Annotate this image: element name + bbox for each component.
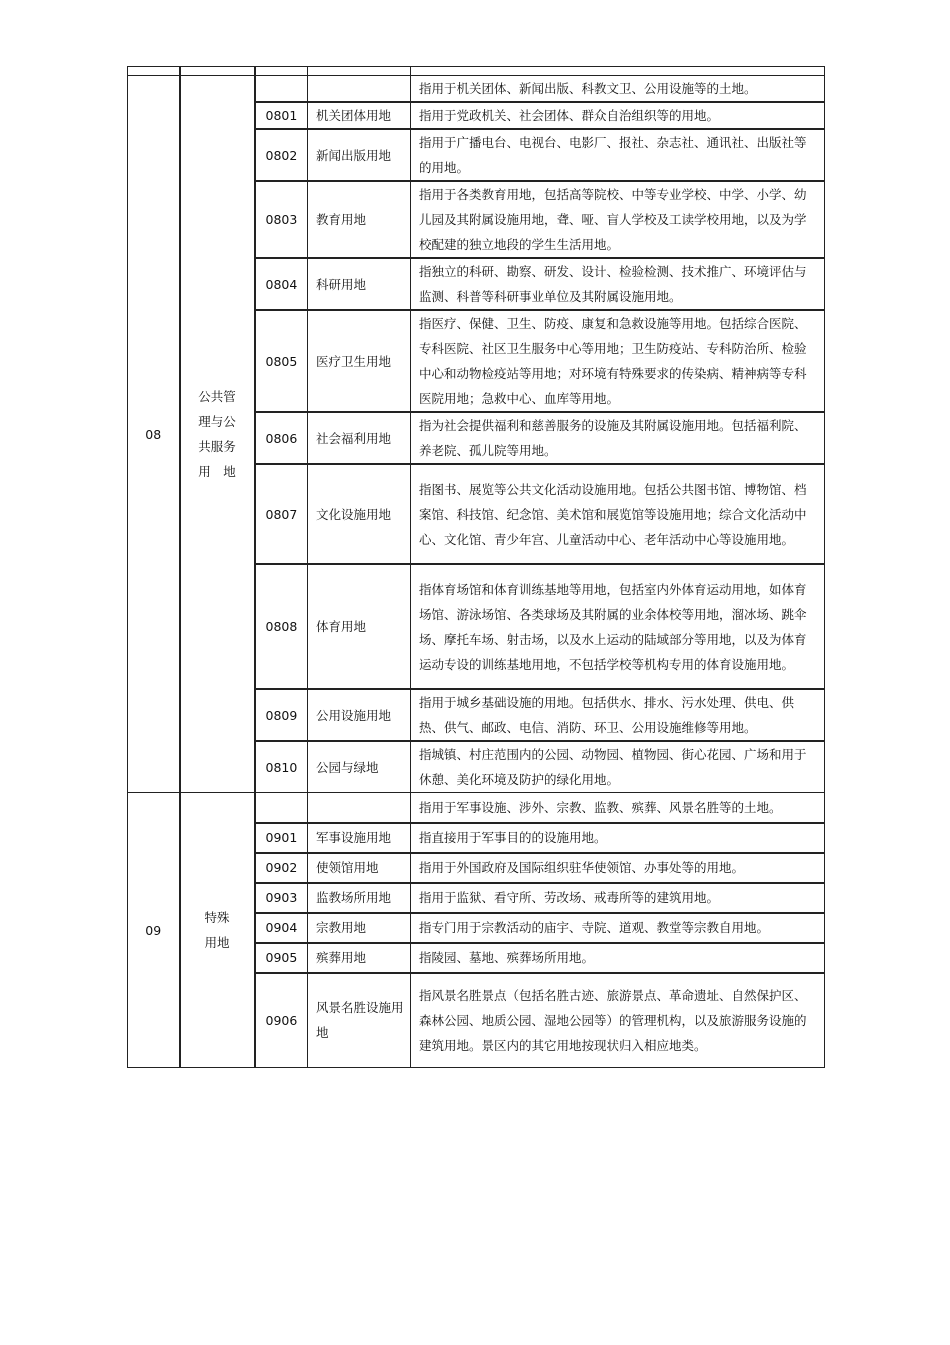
land-classification-table [127,66,825,1068]
class-description-cell: 指图书、展览等公共文化活动设施用地。包括公共图书馆、博物馆、档案馆、科技馆、纪念馆、美术馆和展览馆等设施用地；综合文化活动中心、文化馆、青少年宫、儿童活动中心、老年活动中心等设施用地。 [411,464,825,564]
group-name-line: 特殊 [204,910,230,925]
class-description-cell: 指风景名胜景点（包括名胜古迹、旅游景点、革命遗址、自然保护区、森林公园、地质公园、湿地公园等）的管理机构，以及旅游服务设施的建筑用地。景区内的其它用地按现状归入相应地类。 [411,973,825,1068]
class-code-cell: 0801 [255,102,308,129]
class-description-cell: 指城镇、村庄范围内的公园、动物园、植物园、街心花园、广场和用于休憩、美化环境及防护的绿化用地。 [411,741,825,793]
class-name-cell: 体育用地 [308,564,411,689]
group-name-line: 用地 [204,935,230,950]
class-code-cell: 0809 [255,689,308,741]
class-code-cell: 0902 [255,853,308,883]
class-description-cell: 指直接用于军事目的的设施用地。 [411,823,825,853]
class-description-cell: 指用于各类教育用地，包括高等院校、中等专业学校、中学、小学、幼儿园及其附属设施用地，聋、哑、盲人学校及工读学校用地，以及为学校配建的独立地段的学生生活用地。 [411,181,825,258]
class-name-cell: 殡葬用地 [308,943,411,973]
table-top-stub-row [128,67,825,76]
stub-cell [128,67,180,76]
class-code-cell: 0803 [255,181,308,258]
group-name-line: 理与公 [198,414,236,429]
group-name [204,905,229,955]
class-code-cell: 0802 [255,129,308,181]
class-description-cell: 指为社会提供福利和慈善服务的设施及其附属设施用地。包括福利院、养老院、孤儿院等用地。 [411,412,825,464]
class-description-cell: 指陵园、墓地、殡葬场所用地。 [411,943,825,973]
class-description-cell: 指独立的科研、勘察、研发、设计、检验检测、技术推广、环境评估与监测、科普等科研事业单位及其附属设施用地。 [411,258,825,310]
class-name-cell: 使领馆用地 [308,853,411,883]
class-code-cell [255,793,308,823]
class-name-cell [308,76,411,103]
class-code-cell: 0806 [255,412,308,464]
group-name-cell [180,76,255,793]
class-name-cell: 公园与绿地 [308,741,411,793]
class-description-cell: 指专门用于宗教活动的庙宇、寺院、道观、教堂等宗教自用地。 [411,913,825,943]
class-name-cell: 公用设施用地 [308,689,411,741]
class-code-cell: 0901 [255,823,308,853]
group-name-cell [180,793,255,1068]
class-description-cell: 指用于军事设施、涉外、宗教、监教、殡葬、风景名胜等的土地。 [411,793,825,823]
class-name-cell [308,793,411,823]
class-code-cell: 0804 [255,258,308,310]
group-name [198,384,236,484]
table-row [128,793,825,823]
group-code-cell: 08 [128,76,180,793]
stub-cell [255,67,308,76]
class-code-cell: 0810 [255,741,308,793]
class-code-cell: 0808 [255,564,308,689]
class-name-cell: 监教场所用地 [308,883,411,913]
group-name-line: 共服务 [198,439,236,454]
table-body [128,67,825,1068]
class-description-cell: 指用于广播电台、电视台、电影厂、报社、杂志社、通讯社、出版社等的用地。 [411,129,825,181]
class-name-cell: 机关团体用地 [308,102,411,129]
class-name-cell: 科研用地 [308,258,411,310]
class-name-cell: 宗教用地 [308,913,411,943]
class-name-cell: 医疗卫生用地 [308,310,411,412]
class-description-cell: 指医疗、保健、卫生、防疫、康复和急救设施等用地。包括综合医院、专科医院、社区卫生服务中心等用地；卫生防疫站、专科防治所、检验中心和动物检疫站等用地；对环境有特殊要求的传染病、精神病等专科医院用地；急救中心、血库等用地。 [411,310,825,412]
stub-cell [180,67,255,76]
class-code-cell: 0903 [255,883,308,913]
class-name-cell: 新闻出版用地 [308,129,411,181]
group-name-line: 公共管 [198,389,236,404]
class-name-cell: 教育用地 [308,181,411,258]
class-name-cell: 社会福利用地 [308,412,411,464]
group-name-line: 用 地 [198,464,236,479]
stub-cell [411,67,825,76]
class-description-cell: 指用于外国政府及国际组织驻华使领馆、办事处等的用地。 [411,853,825,883]
table-row [128,76,825,103]
group-code-cell: 09 [128,793,180,1068]
class-description-cell: 指体育场馆和体育训练基地等用地，包括室内外体育运动用地，如体育场馆、游泳场馆、各类球场及其附属的业余体校等用地，溜冰场、跳伞场、摩托车场、射击场，以及水上运动的陆域部分等用地，以及为体育运动专设的训练基地用地，不包括学校等机构专用的体育设施用地。 [411,564,825,689]
class-description-cell: 指用于城乡基础设施的用地。包括供水、排水、污水处理、供电、供热、供气、邮政、电信、消防、环卫、公用设施维修等用地。 [411,689,825,741]
class-code-cell: 0904 [255,913,308,943]
class-name-cell: 文化设施用地 [308,464,411,564]
class-description-cell: 指用于监狱、看守所、劳改场、戒毒所等的建筑用地。 [411,883,825,913]
class-code-cell: 0805 [255,310,308,412]
class-name-cell: 军事设施用地 [308,823,411,853]
class-code-cell: 0906 [255,973,308,1068]
class-code-cell: 0807 [255,464,308,564]
class-description-cell: 指用于党政机关、社会团体、群众自治组织等的用地。 [411,102,825,129]
class-description-cell: 指用于机关团体、新闻出版、科教文卫、公用设施等的土地。 [411,76,825,103]
class-code-cell [255,76,308,103]
class-name-cell: 风景名胜设施用地 [308,973,411,1068]
class-code-cell: 0905 [255,943,308,973]
stub-cell [308,67,411,76]
